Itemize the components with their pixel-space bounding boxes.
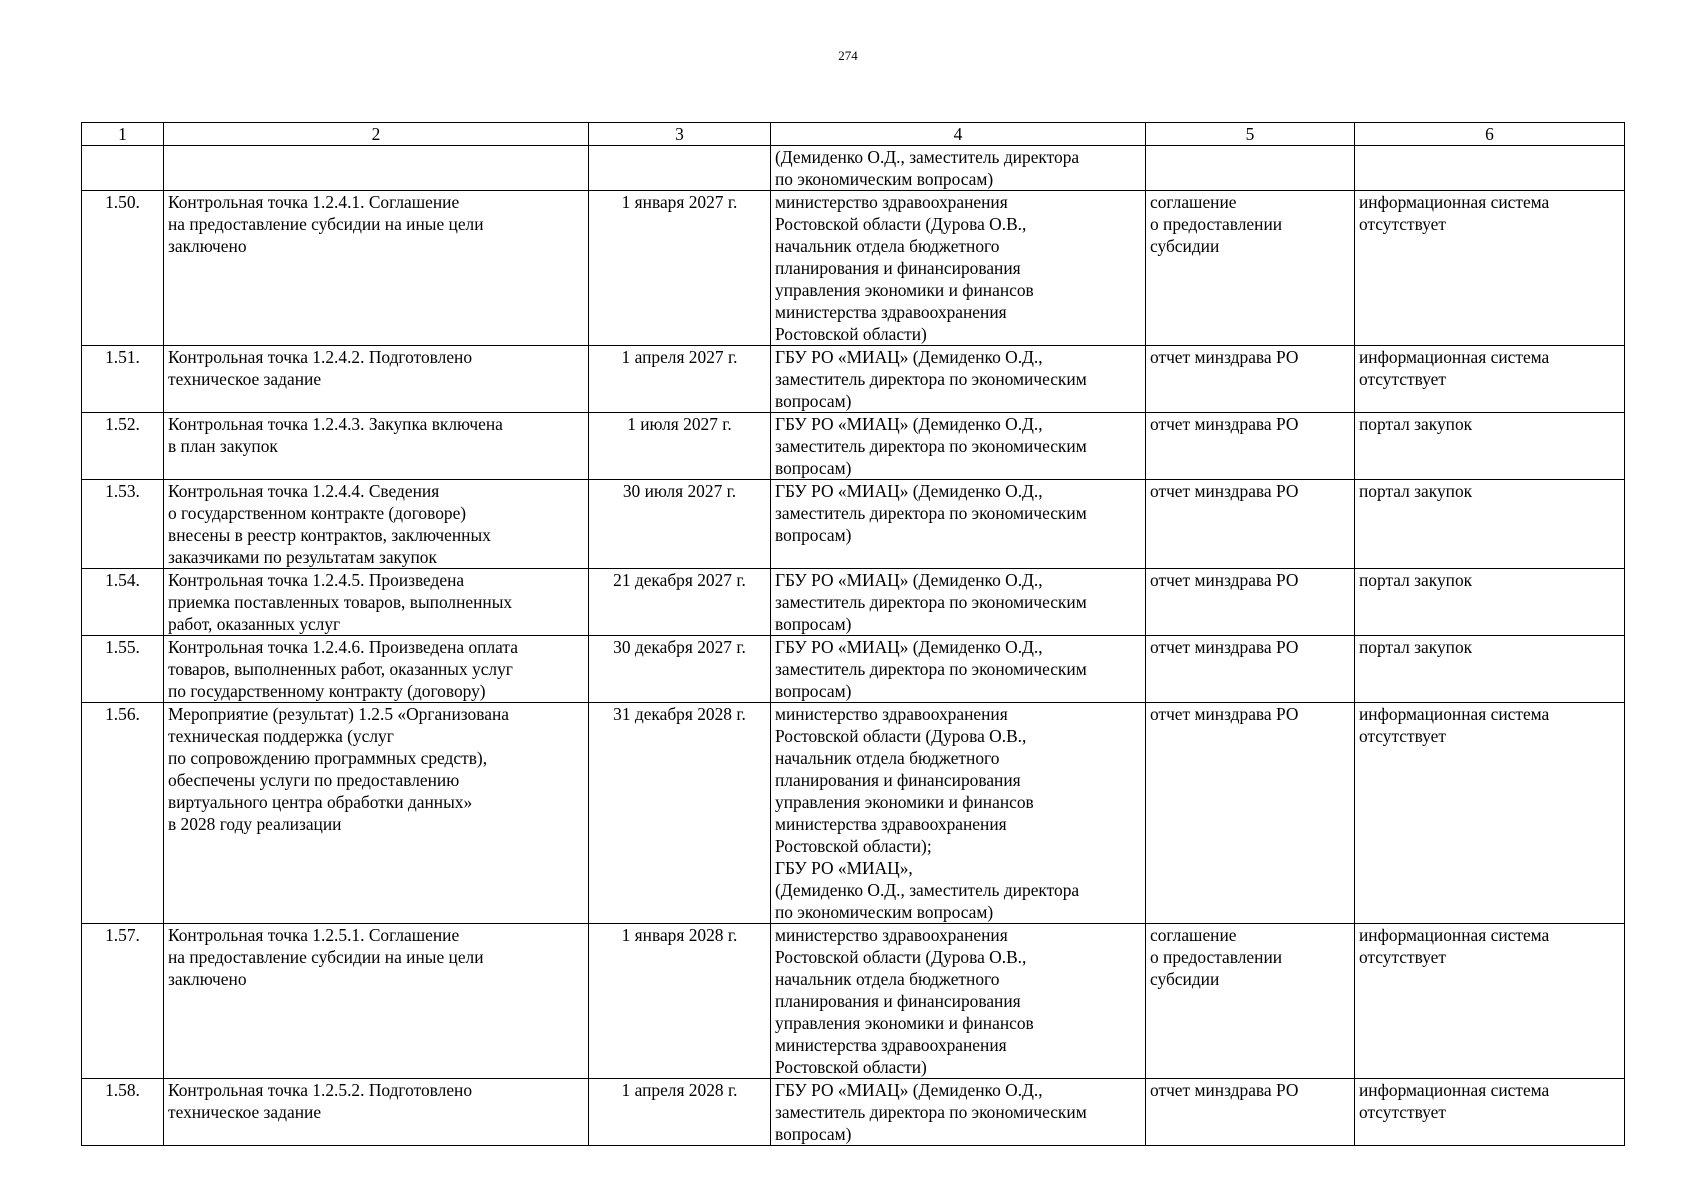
row-document: соглашение о предоставлении субсидии: [1146, 924, 1355, 1079]
row-date: 30 июля 2027 г.: [589, 480, 771, 569]
row-description: Контрольная точка 1.2.4.6. Произведена оплата товаров, выполненных работ, оказанных услуг по государственному контракту (договору): [164, 636, 589, 703]
row-system: информационная система отсутствует: [1355, 703, 1625, 924]
row-date: 1 января 2028 г.: [589, 924, 771, 1079]
row-date: 1 января 2027 г.: [589, 191, 771, 346]
column-header: 4: [771, 123, 1146, 146]
row-number: 1.55.: [82, 636, 164, 703]
row-description: [164, 146, 589, 191]
row-number: 1.54.: [82, 569, 164, 636]
column-header: 2: [164, 123, 589, 146]
row-number: [82, 146, 164, 191]
row-system: портал закупок: [1355, 636, 1625, 703]
row-number: 1.53.: [82, 480, 164, 569]
row-description: Мероприятие (результат) 1.2.5 «Организована техническая поддержка (услуг по сопровождению программных средств), обеспечены услуги по предоставлению виртуального центра обработки данных» в 2028 году реализации: [164, 703, 589, 924]
row-date: 1 апреля 2028 г.: [589, 1079, 771, 1146]
column-header: 5: [1146, 123, 1355, 146]
row-number: 1.56.: [82, 703, 164, 924]
table-row: [82, 703, 1625, 924]
row-responsible: ГБУ РО «МИАЦ» (Демиденко О.Д., заместитель директора по экономическим вопросам): [771, 636, 1146, 703]
table-row: [82, 346, 1625, 413]
row-number: 1.51.: [82, 346, 164, 413]
table-row: [82, 191, 1625, 346]
row-responsible: ГБУ РО «МИАЦ» (Демиденко О.Д., заместитель директора по экономическим вопросам): [771, 1079, 1146, 1146]
row-description: Контрольная точка 1.2.5.2. Подготовлено техническое задание: [164, 1079, 589, 1146]
row-date: 30 декабря 2027 г.: [589, 636, 771, 703]
row-document: отчет минздрава РО: [1146, 1079, 1355, 1146]
row-date: 31 декабря 2028 г.: [589, 703, 771, 924]
row-document: отчет минздрава РО: [1146, 346, 1355, 413]
row-responsible: ГБУ РО «МИАЦ» (Демиденко О.Д., заместитель директора по экономическим вопросам): [771, 346, 1146, 413]
table-row: [82, 413, 1625, 480]
row-responsible: министерство здравоохранения Ростовской области (Дурова О.В., начальник отдела бюджетного планирования и финансирования управления экономики и финансов министерства здравоохранения Ростовской области): [771, 924, 1146, 1079]
row-system: портал закупок: [1355, 569, 1625, 636]
table-row: [82, 1079, 1625, 1146]
row-responsible: ГБУ РО «МИАЦ» (Демиденко О.Д., заместитель директора по экономическим вопросам): [771, 480, 1146, 569]
row-number: 1.58.: [82, 1079, 164, 1146]
row-responsible: (Демиденко О.Д., заместитель директора по экономическим вопросам): [771, 146, 1146, 191]
row-document: отчет минздрава РО: [1146, 413, 1355, 480]
row-responsible: ГБУ РО «МИАЦ» (Демиденко О.Д., заместитель директора по экономическим вопросам): [771, 569, 1146, 636]
row-date: 1 июля 2027 г.: [589, 413, 771, 480]
row-responsible: ГБУ РО «МИАЦ» (Демиденко О.Д., заместитель директора по экономическим вопросам): [771, 413, 1146, 480]
row-document: отчет минздрава РО: [1146, 480, 1355, 569]
row-system: информационная система отсутствует: [1355, 924, 1625, 1079]
table-header-row: [82, 123, 1625, 146]
row-system: информационная система отсутствует: [1355, 191, 1625, 346]
table-row: [82, 569, 1625, 636]
row-description: Контрольная точка 1.2.4.3. Закупка включена в план закупок: [164, 413, 589, 480]
row-system: информационная система отсутствует: [1355, 346, 1625, 413]
column-header: 1: [82, 123, 164, 146]
row-system: информационная система отсутствует: [1355, 1079, 1625, 1146]
table-row: [82, 146, 1625, 191]
column-header: 6: [1355, 123, 1625, 146]
table-row: [82, 924, 1625, 1079]
row-system: [1355, 146, 1625, 191]
row-document: [1146, 146, 1355, 191]
row-system: портал закупок: [1355, 480, 1625, 569]
row-document: отчет минздрава РО: [1146, 703, 1355, 924]
row-number: 1.57.: [82, 924, 164, 1079]
row-number: 1.52.: [82, 413, 164, 480]
row-responsible: министерство здравоохранения Ростовской области (Дурова О.В., начальник отдела бюджетного планирования и финансирования управления экономики и финансов министерства здравоохранения Ростовской области): [771, 191, 1146, 346]
control-points-table: [81, 122, 1625, 1146]
row-description: Контрольная точка 1.2.5.1. Соглашение на предоставление субсидии на иные цели заключено: [164, 924, 589, 1079]
row-date: [589, 146, 771, 191]
table-row: [82, 636, 1625, 703]
row-document: отчет минздрава РО: [1146, 636, 1355, 703]
row-date: 21 декабря 2027 г.: [589, 569, 771, 636]
table-row: [82, 480, 1625, 569]
row-document: соглашение о предоставлении субсидии: [1146, 191, 1355, 346]
row-description: Контрольная точка 1.2.4.1. Соглашение на предоставление субсидии на иные цели заключено: [164, 191, 589, 346]
row-description: Контрольная точка 1.2.4.2. Подготовлено техническое задание: [164, 346, 589, 413]
column-header: 3: [589, 123, 771, 146]
page-number: 274: [838, 48, 858, 63]
row-responsible: министерство здравоохранения Ростовской области (Дурова О.В., начальник отдела бюджетного планирования и финансирования управления экономики и финансов министерства здравоохранения Ростовской области); ГБУ РО «МИАЦ», (Демиденко О.Д., заместитель директора по экономическим вопросам): [771, 703, 1146, 924]
row-document: отчет минздрава РО: [1146, 569, 1355, 636]
row-description: Контрольная точка 1.2.4.4. Сведения о государственном контракте (договоре) внесены в реестр контрактов, заключенных заказчиками по результатам закупок: [164, 480, 589, 569]
row-system: портал закупок: [1355, 413, 1625, 480]
row-description: Контрольная точка 1.2.4.5. Произведена приемка поставленных товаров, выполненных работ, оказанных услуг: [164, 569, 589, 636]
row-number: 1.50.: [82, 191, 164, 346]
row-date: 1 апреля 2027 г.: [589, 346, 771, 413]
